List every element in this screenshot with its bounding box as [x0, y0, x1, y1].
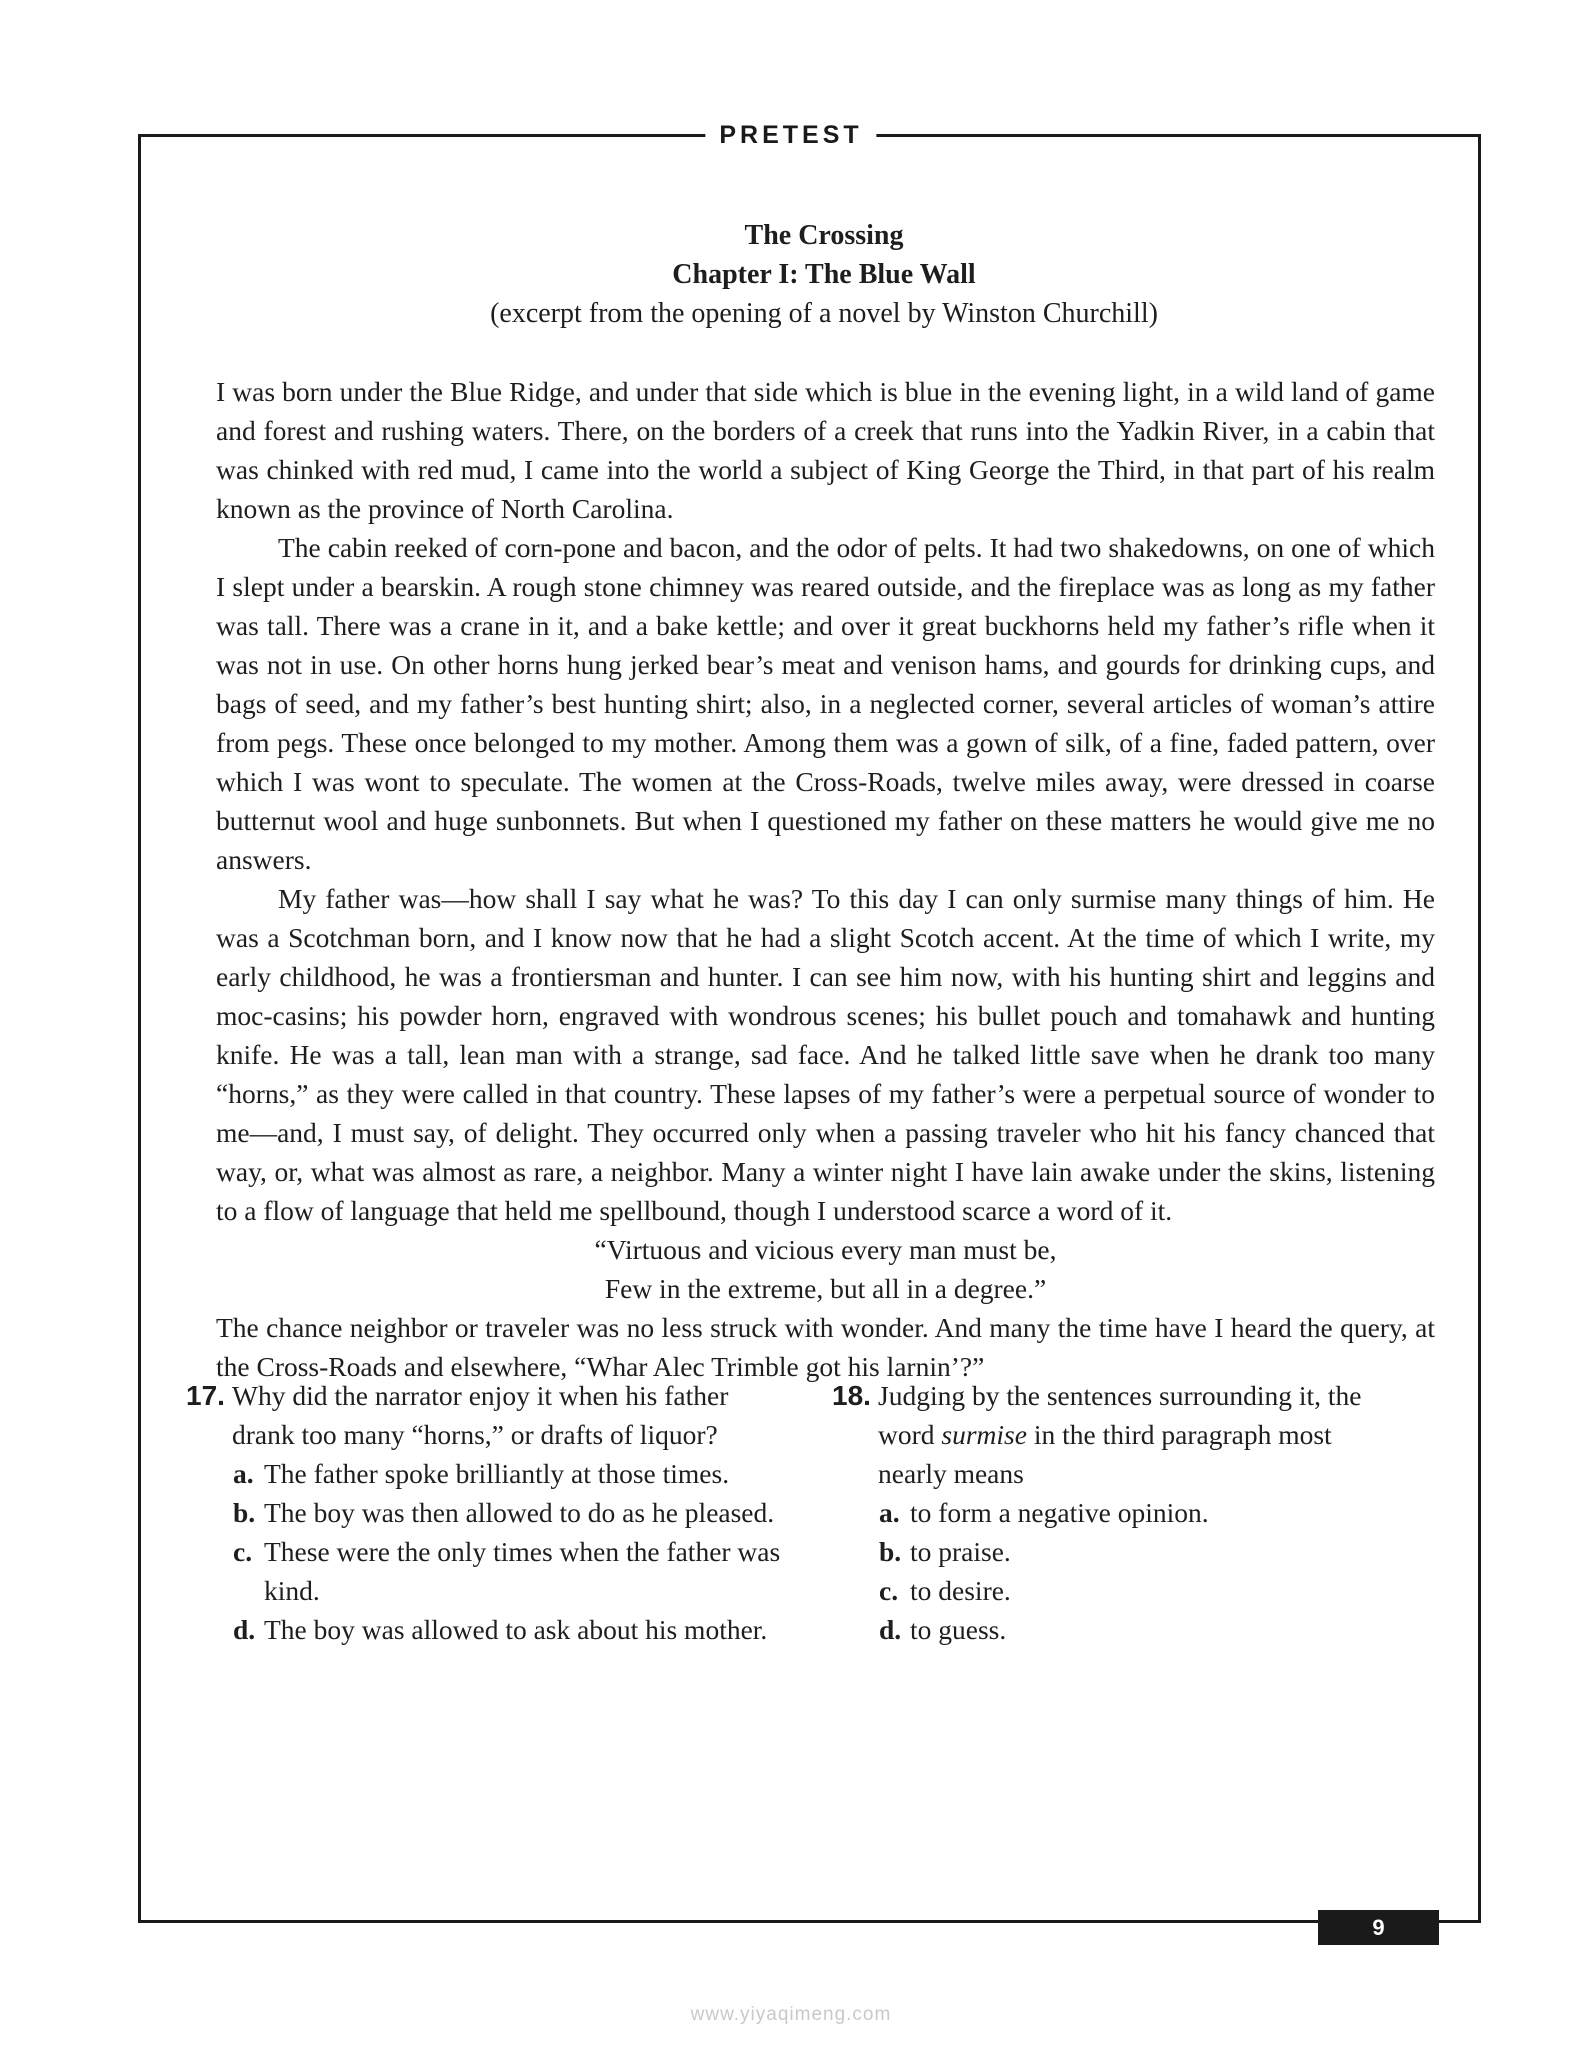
question-text	[878, 1376, 1392, 1493]
page-number: 9	[1318, 1910, 1439, 1945]
option-text: The boy was then allowed to do as he pleased.	[264, 1497, 775, 1528]
option-text: These were the only times when the father was kind.	[264, 1536, 781, 1606]
option-letter: a.	[879, 1497, 900, 1528]
answer-option-d[interactable]	[186, 1610, 796, 1649]
answer-options	[186, 1454, 796, 1649]
chapter-title: Chapter I: The Blue Wall	[672, 259, 976, 290]
question-text-part: Judging by the sentences surrounding it, the word	[878, 1380, 1362, 1450]
option-letter: c.	[233, 1536, 253, 1567]
answer-option-b[interactable]	[832, 1532, 1392, 1571]
question-17	[186, 1376, 796, 1649]
question-number: 18.	[832, 1380, 871, 1411]
option-letter: c.	[879, 1575, 899, 1606]
watermark: www.yiyaqimeng.com	[690, 2004, 892, 2025]
option-text: The father spoke brilliantly at those times.	[264, 1458, 730, 1489]
paragraph-1: I was born under the Blue Ridge, and under that side which is blue in the evening light, in a wild land of game and forest and rushing waters. There, on the borders of a creek that runs into the Yadkin River, in a cabin that was chinked with red mud, I came into the world a subject of King George the Third, in that part of his realm known as the province of North Carolina.	[216, 376, 1435, 524]
vocab-word: surmise	[941, 1419, 1027, 1450]
question-text-part: in the third paragraph most nearly means	[878, 1419, 1332, 1489]
answer-option-a[interactable]	[832, 1493, 1392, 1532]
option-text: to guess.	[910, 1614, 1007, 1645]
paragraph-2: The cabin reeked of corn-pone and bacon, and the odor of pelts. It had two shakedowns, on one of which I slept under a bearskin. A rough stone chimney was reared outside, and the fireplace was as long as my father was tall. There was a crane in it, and a bake kettle; and over it great buckhorns held my father’s rifle when it was not in use. On other horns hung jerked bear’s meat and venison hams, and gourds for drinking cups, and bags of seed, and my father’s best hunting shirt; also, in a neglected corner, several articles of woman’s attire from pegs. These once belonged to my mother. Among them was a gown of silk, of a fine, faded pattern, over which I was wont to speculate. The women at the Cross-Roads, twelve miles away, were dressed in coarse butternut wool and huge sunbonnets. But when I questioned my father on these matters he would give me no answers.	[216, 532, 1435, 875]
answer-options	[832, 1493, 1392, 1649]
poem-line: “Virtuous and vicious every man must be,	[594, 1234, 1057, 1265]
title-block	[0, 216, 1582, 333]
option-letter: d.	[233, 1614, 256, 1645]
option-letter: b.	[233, 1497, 256, 1528]
option-text: to desire.	[910, 1575, 1011, 1606]
option-letter: b.	[879, 1536, 902, 1567]
excerpt-note: (excerpt from the opening of a novel by Winston Churchill)	[490, 298, 1158, 329]
poem-line: Few in the extreme, but all in a degree.”	[604, 1273, 1047, 1304]
answer-option-d[interactable]	[832, 1610, 1392, 1649]
option-letter: a.	[233, 1458, 254, 1489]
poem-quote	[216, 1230, 1435, 1308]
paragraph-4: The chance neighbor or traveler was no less struck with wonder. And many the time have I heard the query, at the Cross-Roads and elsewhere, “Whar Alec Trimble got his larnin’?”	[216, 1312, 1435, 1382]
option-text: The boy was allowed to ask about his mother.	[264, 1614, 768, 1645]
option-text: to praise.	[910, 1536, 1011, 1567]
answer-option-a[interactable]	[186, 1454, 796, 1493]
question-text: Why did the narrator enjoy it when his father drank too many “horns,” or drafts of liquor?	[232, 1380, 729, 1450]
option-text: to form a negative opinion.	[910, 1497, 1209, 1528]
section-header: PRETEST	[705, 120, 876, 150]
reading-passage	[216, 372, 1435, 1386]
question-18	[832, 1376, 1392, 1649]
question-number: 17.	[186, 1380, 225, 1411]
paragraph-3: My father was—how shall I say what he was? To this day I can only surmise many things of him. He was a Scotchman born, and I know now that he had a slight Scotch accent. At the time of which I write, my early childhood, he was a frontiersman and hunter. I can see him now, with his hunting shirt and leggins and moc-casins; his powder horn, engraved with wondrous scenes; his bullet pouch and tomahawk and hunting knife. He was a tall, lean man with a strange, sad face. And he talked little save when he drank too many “horns,” as they were called in that country. These lapses of my father’s were a perpetual source of wonder to me—and, I must say, of delight. They occurred only when a passing traveler who hit his fancy chanced that way, or, what was almost as rare, a neighbor. Many a winter night I have lain awake under the skins, listening to a flow of language that held me spellbound, though I understood scarce a word of it.	[216, 883, 1435, 1226]
answer-option-b[interactable]	[186, 1493, 796, 1532]
answer-option-c[interactable]	[832, 1571, 1392, 1610]
answer-option-c[interactable]	[186, 1532, 796, 1610]
option-letter: d.	[879, 1614, 902, 1645]
book-title: The Crossing	[744, 220, 904, 251]
